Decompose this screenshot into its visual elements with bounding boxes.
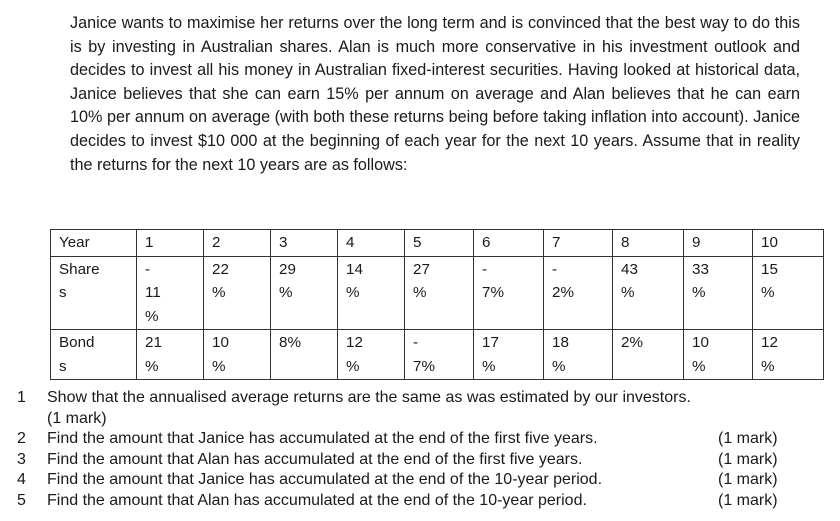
shares-cell: 27 % bbox=[405, 256, 474, 330]
bonds-cell: 21 % bbox=[137, 330, 204, 380]
year-cell: 9 bbox=[684, 230, 753, 257]
shares-cell: - 11 % bbox=[137, 256, 204, 330]
year-cell: 8 bbox=[613, 230, 684, 257]
question-item bbox=[0, 491, 840, 512]
shares-cell: 14 % bbox=[338, 256, 405, 330]
question-mark: (1 mark) bbox=[718, 430, 778, 448]
shares-cell: 29 % bbox=[271, 256, 338, 330]
question-mark: (1 mark) bbox=[718, 450, 778, 468]
shares-cell: 33 % bbox=[684, 256, 753, 330]
table-row-bonds bbox=[51, 330, 824, 380]
bonds-cell: 17 % bbox=[474, 330, 544, 380]
row-label-shares: Share s bbox=[51, 256, 137, 330]
bonds-cell: 8% bbox=[271, 330, 338, 380]
question-text: Find the amount that Alan has accumulated at the end of the first five years. bbox=[47, 450, 583, 468]
question-mark: (1 mark) bbox=[47, 409, 107, 427]
bonds-cell: 18 % bbox=[544, 330, 613, 380]
table-row-year bbox=[51, 230, 824, 257]
row-label-bonds: Bond s bbox=[51, 330, 137, 380]
question-number: 5 bbox=[17, 491, 26, 509]
question-number: 3 bbox=[17, 450, 26, 468]
intro-paragraph: Janice wants to maximise her returns over the long term and is convinced that the best way to do this is by investing in Australian shares. Alan is much more conservative in his investment outlook and decides to invest all his money in Australian fixed-interest securities. Having looked at historical data, Janice believes that she can earn 15% per annum on average and Alan believes that he can earn 10% per annum on average (with both these returns being before taking inflation into account). Janice decides to invest $10 000 at the beginning of each year for the next 10 years. Assume that in reality the returns for the next 10 years are as follows: bbox=[70, 14, 800, 174]
question-text: Show that the annualised average returns are the same as was estimated by our investors. bbox=[47, 389, 691, 406]
row-label-year: Year bbox=[51, 230, 137, 257]
question-text: Find the amount that Janice has accumulated at the end of the first five years. bbox=[47, 430, 598, 448]
shares-cell: 15 % bbox=[753, 256, 824, 330]
bonds-cell: 10 % bbox=[684, 330, 753, 380]
question-number: 4 bbox=[17, 471, 26, 489]
bonds-cell: 12 % bbox=[753, 330, 824, 380]
year-cell: 6 bbox=[474, 230, 544, 257]
year-cell: 3 bbox=[271, 230, 338, 257]
year-cell: 7 bbox=[544, 230, 613, 257]
question-text: Find the amount that Alan has accumulated at the end of the 10-year period. bbox=[47, 491, 587, 509]
question-item bbox=[0, 388, 840, 429]
question-item bbox=[0, 450, 840, 471]
shares-cell: 22 % bbox=[204, 256, 271, 330]
year-cell: 10 bbox=[753, 230, 824, 257]
question-list bbox=[0, 388, 840, 512]
returns-table bbox=[50, 229, 824, 380]
year-cell: 4 bbox=[338, 230, 405, 257]
question-number: 1 bbox=[17, 389, 26, 406]
question-mark: (1 mark) bbox=[718, 471, 778, 489]
year-cell: 5 bbox=[405, 230, 474, 257]
bonds-cell: 10 % bbox=[204, 330, 271, 380]
question-number: 2 bbox=[17, 430, 26, 448]
question-item bbox=[0, 429, 840, 450]
table-row-shares bbox=[51, 256, 824, 330]
bonds-cell: 2% bbox=[613, 330, 684, 380]
year-cell: 1 bbox=[137, 230, 204, 257]
shares-cell: 43 % bbox=[613, 256, 684, 330]
question-text: Find the amount that Janice has accumulated at the end of the 10-year period. bbox=[47, 471, 603, 489]
year-cell: 2 bbox=[204, 230, 271, 257]
shares-cell: - 2% bbox=[544, 256, 613, 330]
question-item bbox=[0, 470, 840, 491]
bonds-cell: 12 % bbox=[338, 330, 405, 380]
shares-cell: - 7% bbox=[474, 256, 544, 330]
bonds-cell: - 7% bbox=[405, 330, 474, 380]
question-mark: (1 mark) bbox=[718, 491, 778, 509]
